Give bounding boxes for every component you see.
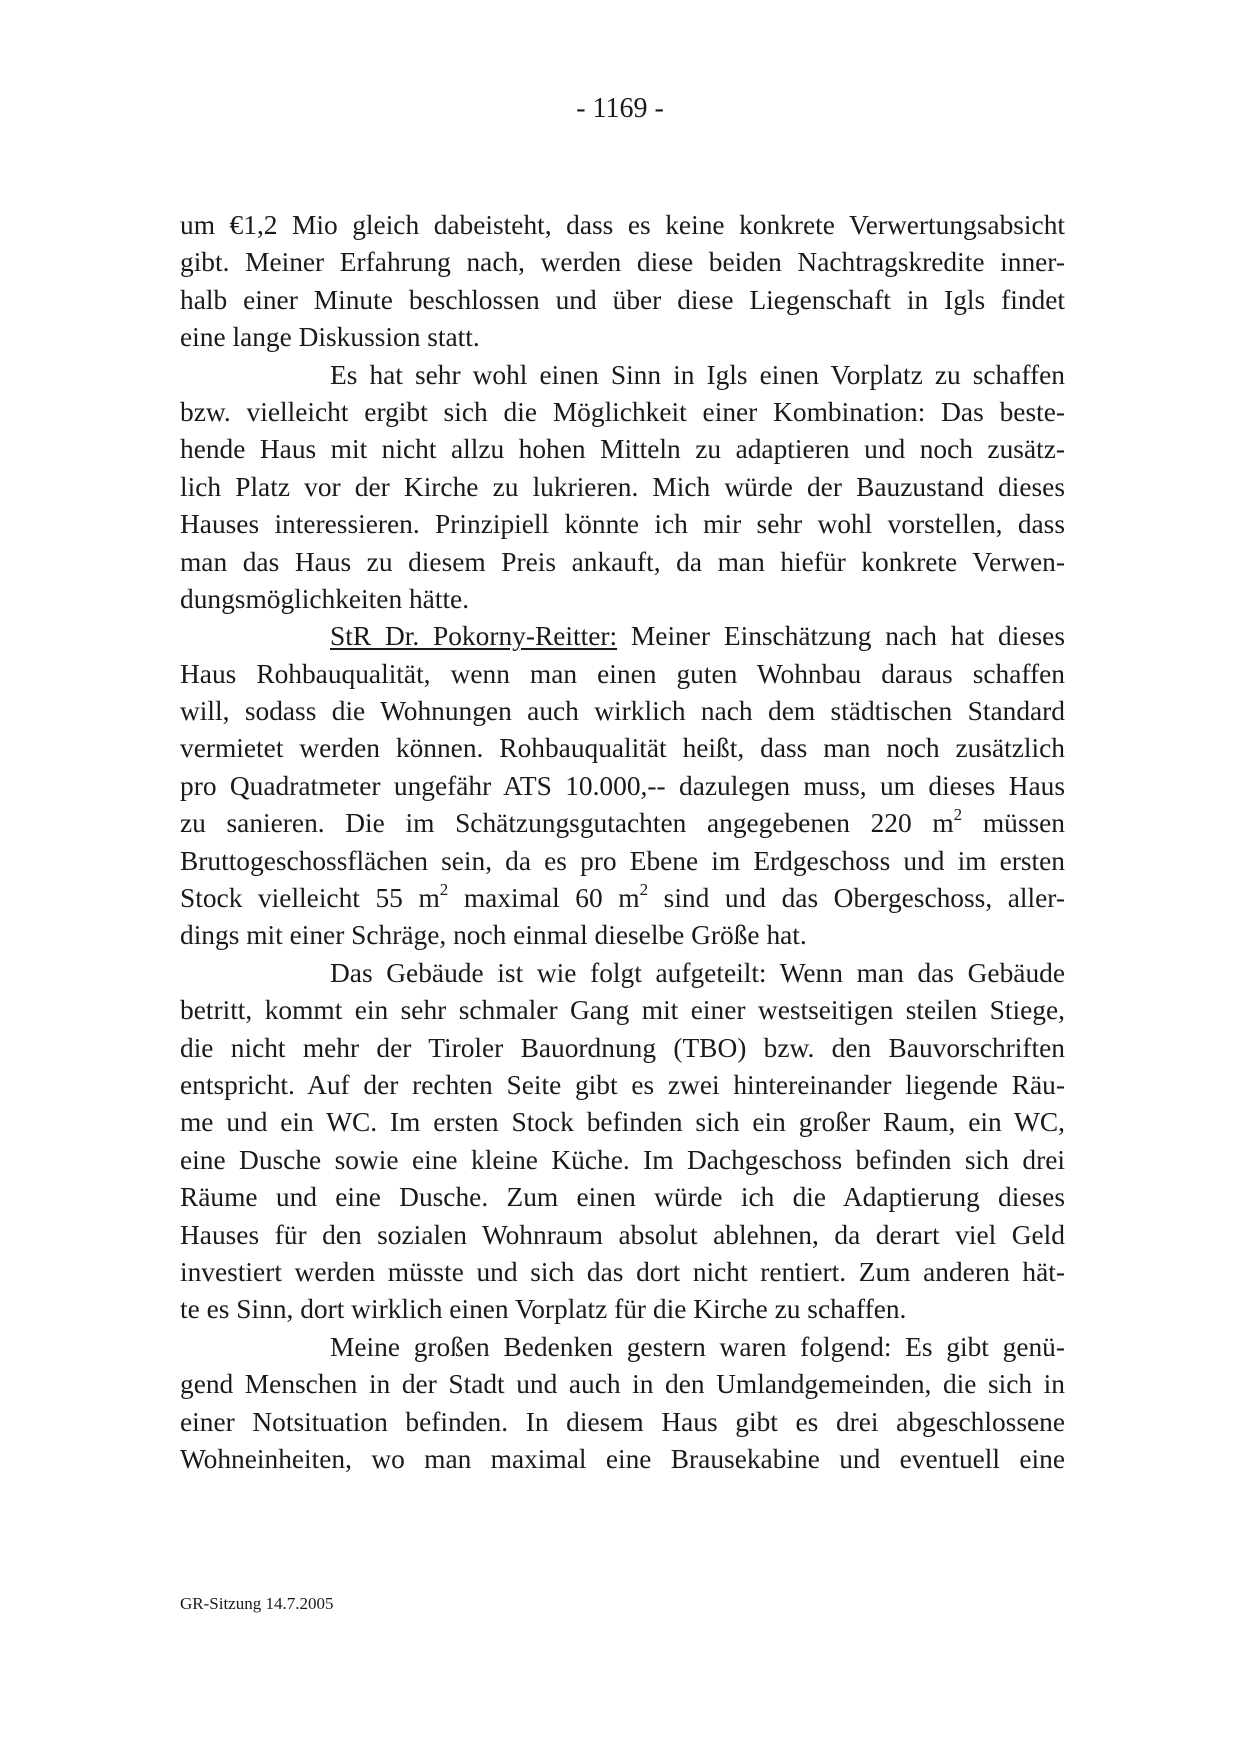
text-line — [180, 506, 1065, 543]
document-body — [180, 207, 1065, 1478]
superscript: 2 — [953, 805, 963, 825]
footer-session-date: GR-Sitzung 14.7.2005 — [180, 1594, 334, 1613]
text-segment: Das Gebäude ist wie folgt aufgeteilt: Wenn man das Gebäude — [330, 957, 1065, 988]
text-segment: pro Quadratmeter ungefähr ATS 10.000,-- dazulegen muss, um dieses Haus — [180, 770, 1065, 801]
superscript: 2 — [439, 879, 449, 899]
text-line — [180, 581, 1065, 618]
text-line — [180, 1179, 1065, 1216]
text-segment: Bruttogeschossflächen sein, da es pro Ebene im Erdgeschoss und im ersten — [180, 845, 1065, 876]
text-segment: entspricht. Auf der rechten Seite gibt es zwei hintereinander liegende Räu- — [180, 1069, 1065, 1100]
text-segment: einer Notsituation befinden. In diesem Haus gibt es drei abgeschlossene — [180, 1406, 1065, 1437]
text-segment: gibt. Meiner Erfahrung nach, werden diese beiden Nachtragskredite inner- — [180, 247, 1065, 278]
text-line — [180, 693, 1065, 730]
text-segment: me und ein WC. Im ersten Stock befinden sich ein großer Raum, ein WC, — [180, 1107, 1065, 1138]
text-segment: maximal 60 m — [448, 883, 640, 914]
text-line — [180, 431, 1065, 468]
text-line — [180, 1142, 1065, 1179]
text-segment: Hauses interessieren. Prinzipiell könnte ich mir sehr wohl vorstellen, dass — [180, 509, 1065, 540]
text-line — [180, 992, 1065, 1029]
text-line — [180, 282, 1065, 319]
text-segment: Wohneinheiten, wo man maximal eine Brausekabine und eventuell eine — [180, 1443, 1065, 1474]
text-segment: Meine großen Bedenken gestern waren folgend: Es gibt genü- — [330, 1331, 1065, 1362]
text-line — [180, 1254, 1065, 1291]
text-line — [180, 207, 1065, 244]
text-segment: eine Dusche sowie eine kleine Küche. Im Dachgeschoss befinden sich drei — [180, 1144, 1065, 1175]
text-line — [180, 1366, 1065, 1403]
text-line — [180, 843, 1065, 880]
text-segment: te es Sinn, dort wirklich einen Vorplatz für die Kirche zu schaffen. — [180, 1294, 907, 1325]
text-line — [180, 1291, 1065, 1328]
text-segment: um €1,2 Mio gleich dabeisteht, dass es keine konkrete Verwertungsabsicht — [180, 210, 1065, 240]
text-line — [180, 730, 1065, 767]
page-number: - 1169 - — [576, 93, 664, 124]
text-line — [180, 1030, 1065, 1067]
text-line — [180, 880, 1065, 917]
text-segment: zu sanieren. Die im Schätzungsgutachten angegebenen 220 m — [180, 808, 954, 839]
text-line — [180, 805, 1065, 842]
text-segment: will, sodass die Wohnungen auch wirklich nach dem städtischen Standard — [180, 696, 1065, 727]
text-segment: gend Menschen in der Stadt und auch in den Umlandgemeinden, die sich in — [180, 1369, 1065, 1400]
text-line — [180, 1104, 1065, 1141]
speaker-name: StR Dr. Pokorny-Reitter: — [330, 621, 618, 652]
text-line — [180, 244, 1065, 281]
text-line — [180, 1441, 1065, 1478]
text-segment: lich Platz vor der Kirche zu lukrieren. Mich würde der Bauzustand dieses — [180, 471, 1065, 502]
text-segment: dungsmöglichkeiten hätte. — [180, 583, 470, 614]
text-segment: dings mit einer Schräge, noch einmal dieselbe Größe hat. — [180, 920, 807, 951]
text-segment: Es hat sehr wohl einen Sinn in Igls einen Vorplatz zu schaffen — [330, 359, 1065, 390]
text-line — [180, 469, 1065, 506]
text-line — [180, 357, 1065, 394]
text-segment: eine lange Diskussion statt. — [180, 322, 480, 353]
text-line — [180, 1217, 1065, 1254]
text-segment: hende Haus mit nicht allzu hohen Mitteln zu adaptieren und noch zusätz- — [180, 434, 1065, 465]
text-segment: man das Haus zu diesem Preis ankauft, da man hiefür konkrete Verwen- — [180, 546, 1065, 577]
text-line — [180, 917, 1065, 954]
text-line — [180, 768, 1065, 805]
text-segment: vermietet werden können. Rohbauqualität heißt, dass man noch zusätzlich — [180, 733, 1065, 764]
text-line — [180, 656, 1065, 693]
text-line — [180, 319, 1065, 356]
text-line — [180, 955, 1065, 992]
text-segment: sind und das Obergeschoss, aller- — [648, 883, 1065, 914]
text-segment: die nicht mehr der Tiroler Bauordnung (TBO) bzw. den Bauvorschriften — [180, 1032, 1065, 1063]
text-segment: Stock vielleicht 55 m — [180, 883, 440, 914]
text-line — [180, 544, 1065, 581]
text-line — [180, 1404, 1065, 1441]
text-line — [180, 394, 1065, 431]
text-line — [180, 1329, 1065, 1366]
text-segment: betritt, kommt ein sehr schmaler Gang mit einer westseitigen steilen Stiege, — [180, 995, 1065, 1026]
superscript: 2 — [639, 879, 649, 899]
text-segment: Hauses für den sozialen Wohnraum absolut ablehnen, da derart viel Geld — [180, 1219, 1065, 1250]
text-segment: Haus Rohbauqualität, wenn man einen guten Wohnbau daraus schaffen — [180, 658, 1065, 689]
text-line — [180, 1067, 1065, 1104]
text-segment: Räume und eine Dusche. Zum einen würde ich die Adaptierung dieses — [180, 1182, 1065, 1213]
text-segment: halb einer Minute beschlossen und über diese Liegenschaft in Igls findet — [180, 284, 1065, 315]
text-segment: müssen — [962, 808, 1065, 839]
text-line — [180, 618, 1065, 655]
text-segment: investiert werden müsste und sich das dort nicht rentiert. Zum anderen hät- — [180, 1256, 1065, 1287]
text-segment: Meiner Einschätzung nach hat dieses — [617, 621, 1065, 652]
text-segment: bzw. vielleicht ergibt sich die Möglichkeit einer Kombination: Das beste- — [180, 396, 1065, 427]
